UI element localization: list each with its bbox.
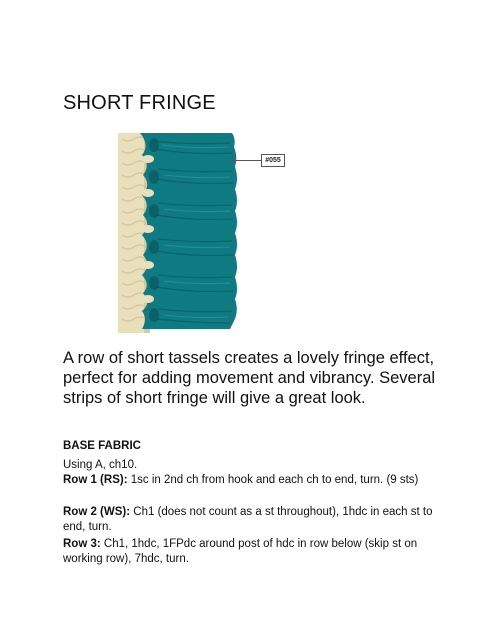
instruction-row-2 xyxy=(63,505,433,535)
swatch-label: #055 xyxy=(261,154,285,167)
row-2-text: Ch1 (does not count as a st throughout), 1hdc in each st to end, turn. xyxy=(63,506,433,533)
setup-text: Using A, ch10. xyxy=(63,459,138,471)
intro-paragraph: A row of short tassels creates a lovely fringe effect, perfect for adding movement and vibrancy. Several strips of short fringe will give a great look. xyxy=(63,349,436,407)
callout-line xyxy=(232,160,261,161)
row-3-text: Ch1, 1hdc, 1FPdc around post of hdc in row below (skip st on working row), 7hdc, turn. xyxy=(63,538,418,565)
instruction-row-1 xyxy=(63,473,433,488)
instruction-setup xyxy=(63,458,433,473)
short-fringe-swatch-image xyxy=(118,133,243,333)
row-1-text: 1sc in 2nd ch from hook and each ch to end, turn. (9 sts) xyxy=(127,474,419,486)
section-heading: BASE FABRIC xyxy=(63,440,141,452)
page-title: SHORT FRINGE xyxy=(63,92,216,114)
instruction-row-3 xyxy=(63,537,433,567)
row-2-label: Row 2 (WS): xyxy=(63,506,131,518)
row-3-label: Row 3: xyxy=(63,538,101,550)
row-1-label: Row 1 (RS): xyxy=(63,474,128,486)
fringe-tassels xyxy=(140,133,237,329)
